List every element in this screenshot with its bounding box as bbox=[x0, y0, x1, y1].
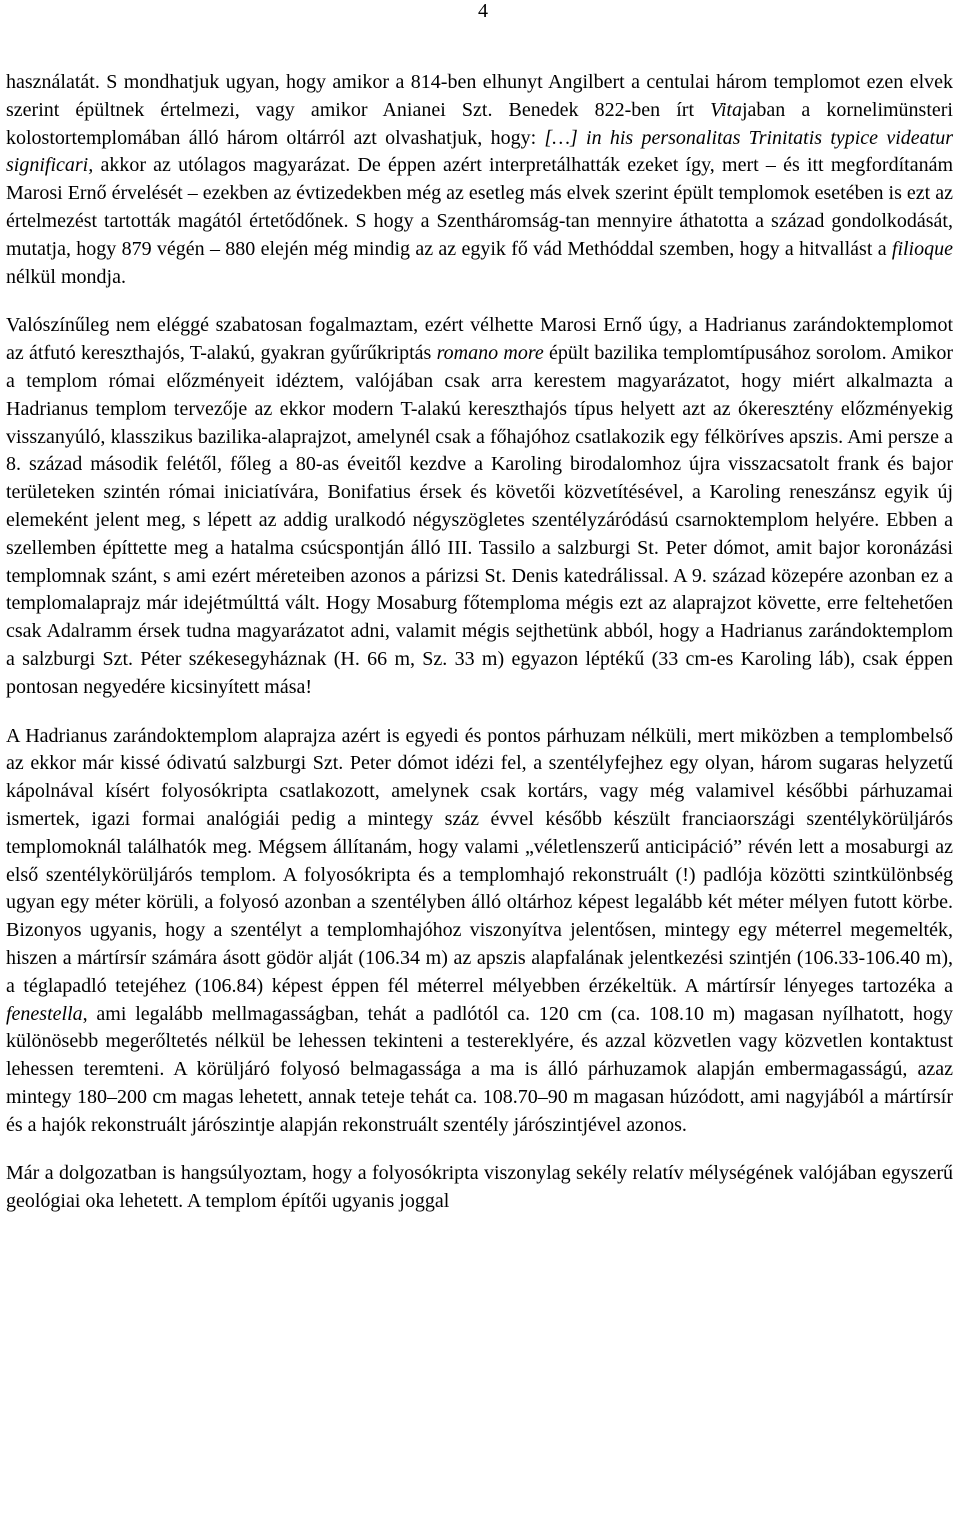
text-run-italic: filioque bbox=[891, 237, 953, 260]
text-run-italic: romano more bbox=[436, 342, 544, 365]
paragraph-4 bbox=[6, 1160, 953, 1216]
text-run: , ami legalább mellmagasságban, tehát a padlótól ca. 120 cm (ca. 108.10 m) magasan nyílhatott, hogy különösebb megerőltetés nélkül be lehessen tekinteni a testereklyére, és azzal közvetlen vagy közvetlen kontaktust lehessen teremteni. A körüljáró folyosó belmagassága a ma is álló párhuzamok alapján embermagasságú, azaz mintegy 180–200 cm magas lehetett, annak teteje tehát ca. 108.70–90 m magasan húzódott, ami nagyjából a mártírsír és a hajók rekonstruált járószintje alapján rekonstruált szentély járószintjével azonos. bbox=[6, 1002, 953, 1136]
paragraph-1 bbox=[6, 69, 953, 291]
text-run: használatát. S mondhatjuk ugyan, hogy amikor a 814-ben elhunyt Angilbert a centulai három templomot ezen elvek szerint épültnek értelmezi, vagy amikor Anianei Szt. Benedek 822-ben írt bbox=[6, 71, 953, 121]
paragraph-3 bbox=[6, 723, 953, 1140]
document-body bbox=[6, 69, 953, 1216]
text-run-italic: […] in his personalitas Trinitatis typice videatur significari, bbox=[6, 126, 953, 177]
text-run: akkor az utólagos magyarázat. De éppen azért interpretálhatták ezeket így, mert – és itt megfordítanám Marosi Ernő érvelését – ezekben az évtizedekben még az esetleg más elvek szerint épült templomok esetében is ezt az értelmezést tartották magától értetődőnek. S hogy a Szentháromság-tan mennyire áthatotta a század gondolkodását, mutatja, hogy 879 végén – 880 elején még mindig az az egyik fő vád Methóddal szemben, hogy a hitvallást a bbox=[6, 154, 953, 260]
text-run: nélkül mondja. bbox=[6, 265, 126, 288]
text-run-italic: Vita bbox=[710, 98, 742, 121]
text-run: épült bazilika templomtípusához sorolom. Amikor a templom római előzményeit idéztem, valójában csak arra kerestem magyarázatot, hogy miért alkalmazta a Hadrianus templom tervezője az ekkor modern T-alakú kereszthajós típus helyett azt az ókeresztény előzményekig visszanyúló, klasszikus bazilika-alaprajzot, amelynél csak a főhajóhoz csatlakozik egy félköríves apszis. Ami persze a 8. század második felétől, főleg a 80-as éveitől kezdve a Karoling birodalomhoz újra visszacsatolt frank és bajor területeken szintén római iniciatívára, Bonifatius érsek és követői közvetítésével, a Karoling reneszánsz egyik új elemeként jelent meg, s lépett az addig uralkodó négyszögletes szentélyzáródású csarnoktemplom helyére. Ebben a szellemben építtette meg a hatalma csúcspontján álló III. Tassilo a salzburgi St. Peter dómot, amit bajor koronázási templomnak szánt, s ami ezért méreteiben azonos a párizsi St. Denis katedrálissal. A 9. század közepére azonban ez a templomalaprajz már idejétmúlttá vált. Hogy Mosaburg főtemploma mégis ezt az alaprajzot követte, erre feltehetően csak Adalramm érsek tudna magyarázatot adni, valamit mégis sejthetünk abból, hogy a Hadrianus zarándoktemplom a salzburgi Szt. Péter székesegyháznak (H. 66 m, Sz. 33 m) egyazon léptékű (33 cm-es Karoling láb), csak éppen pontosan negyedére kicsinyített mása! bbox=[6, 342, 953, 698]
text-run: Valószínűleg nem eléggé szabatosan fogalmaztam, ezért vélhette Marosi Ernő úgy, a Hadrianus zarándoktemplomot az átfutó kereszthajós, T-alakú, gyakran gyűrűkriptás bbox=[6, 314, 953, 365]
paragraph-2 bbox=[6, 312, 953, 701]
text-run-italic: fenestella bbox=[6, 1002, 83, 1025]
text-run: A Hadrianus zarándoktemplom alaprajza azért is egyedi és pontos párhuzam nélküli, mert miközben a templombelső az ekkor már kissé ódivatú salzburgi Szt. Peter dómot idézi fel, a szentélyfejhez egy olyan, három sugaras helyzetű kápolnával kísért folyosókripta csatlakozott, amelynek csak kortárs, vagy még valamivel későbbi párhuzamai ismertek, igazi formai analógiái pedig a mintegy száz évvel később készült franciaországi szentélykörüljárós templomoknál találhatók meg. Mégsem állítanám, hogy valami „véletlenszerű anticipáció” révén lett a mosaburgi az első szentélykörüljárós templom. A folyosókripta és a templomhajó rekonstruált (!) padlója közötti szintkülönbség ugyan egy méter körüli, a folyosó azonban a szentélyben álló oltárhoz képest legalább két méter mélyen futott körbe. Bizonyos ugyanis, hogy a szentélyt a templomhajóhoz viszonyítva jelentősen, mintegy egy méterrel megemelték, hiszen a mártírsír számára ásott gödör alját (106.34 m) az apszis alapfalának jelentkezési szintjén (106.33-106.40 m), a téglapadló tetejéhez (106.84) képest éppen fél méterrel mélyebben érzékeltük. A mártírsír lényeges tartozéka a bbox=[6, 724, 953, 997]
text-run: Már a dolgozatban is hangsúlyoztam, hogy a folyosókripta viszonylag sekély relatív mélységének valójában egyszerű geológiai oka lehetett. A templom építői ugyanis joggal bbox=[6, 1162, 953, 1213]
text-run: jaban a kornelimünsteri kolostortemplomában álló három oltárról azt olvashatjuk, hogy: bbox=[6, 98, 953, 149]
page-number: 4 bbox=[478, 0, 488, 22]
